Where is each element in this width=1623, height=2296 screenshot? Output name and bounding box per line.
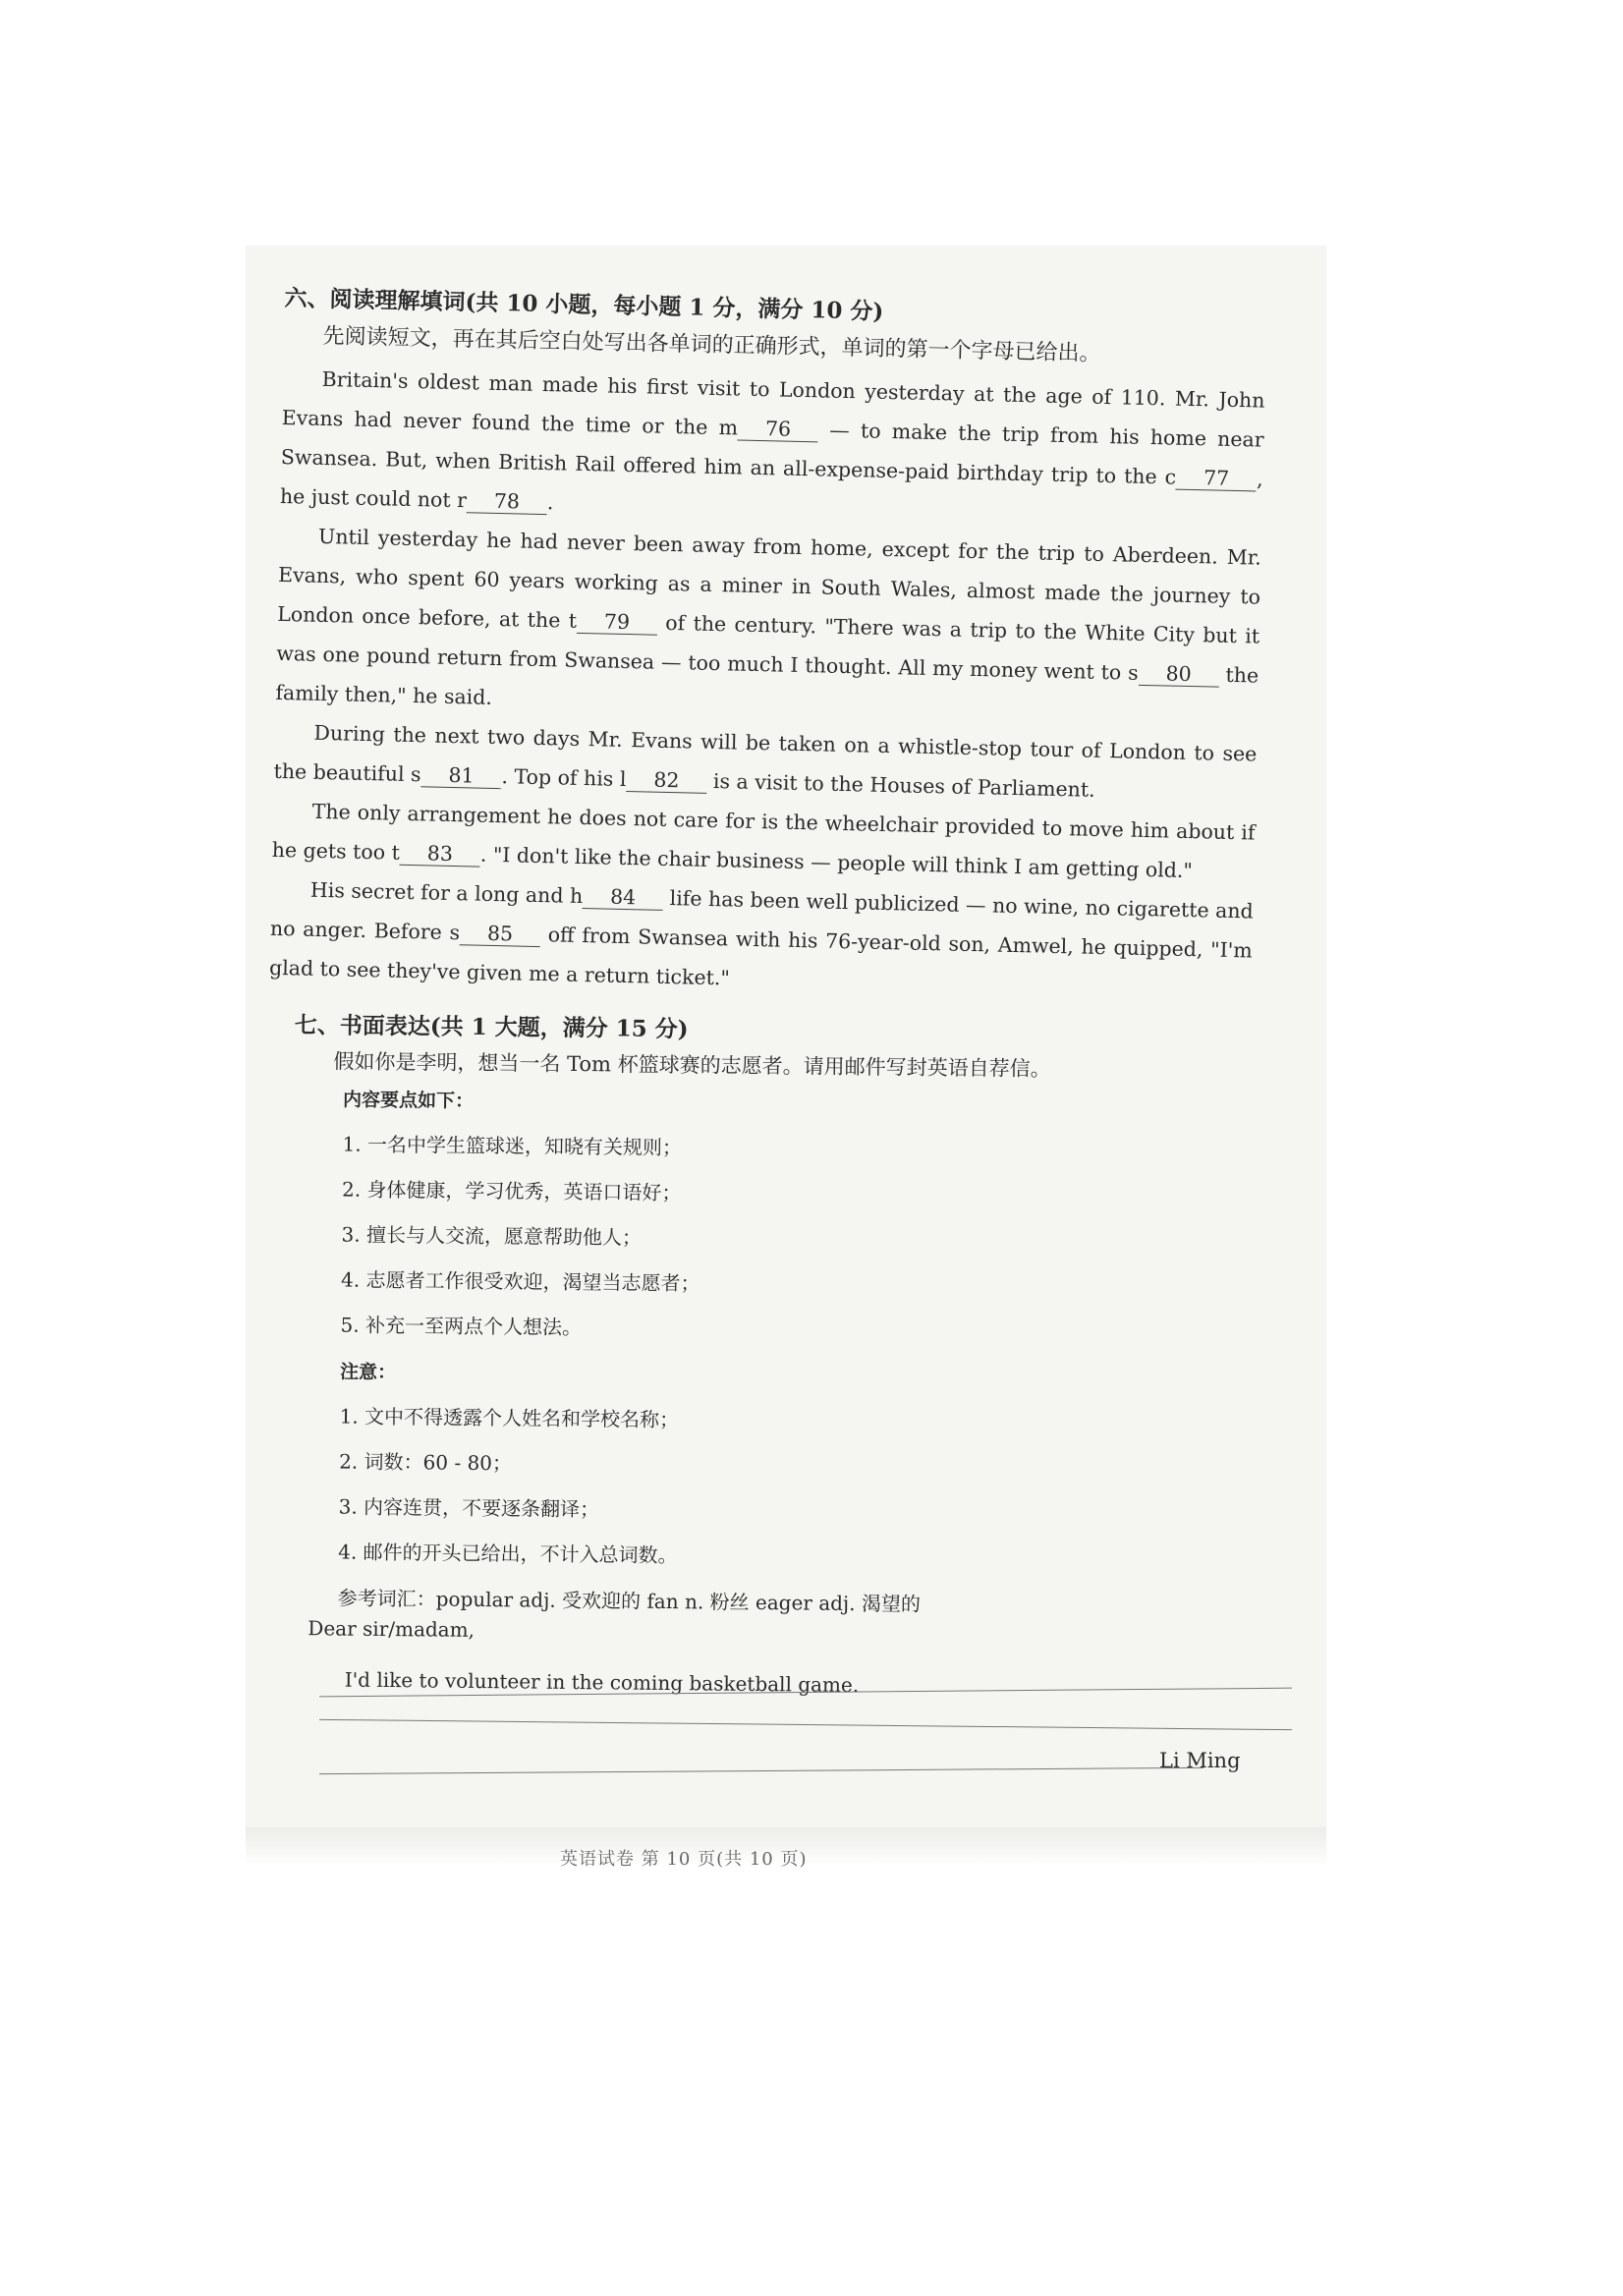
blank-85[interactable]: 85 — [460, 921, 541, 947]
section-seven — [288, 1007, 1258, 1701]
email-opening-line: I'd like to volunteer in the coming basketball game. — [344, 1667, 860, 1698]
email-salutation: Dear sir/madam, — [308, 1616, 476, 1642]
blank-83[interactable]: 83 — [400, 841, 481, 868]
note-item: 1. 文中不得透露个人姓名和学校名称； — [339, 1404, 680, 1432]
blank-78[interactable]: 78 — [467, 488, 548, 515]
paragraph-5 — [269, 869, 1254, 1010]
section-seven-heading: 七、书面表达(共 1 大题，满分 15 分) — [294, 1011, 689, 1043]
text: the family then," he said. — [275, 662, 1259, 709]
paragraph-2 — [275, 516, 1261, 735]
page-footer: 英语试卷 第 10 页(共 10 页) — [560, 1849, 808, 1870]
text: Until yesterday he had never been away from home, except for the trip to Aberdeen. Mr. Evans, who spent 60 years working as a miner in South Wales, almost made the journey to London once before, at the t — [277, 524, 1262, 633]
text: . Top of his l — [501, 764, 627, 792]
section-six — [269, 280, 1267, 1010]
blank-79[interactable]: 79 — [577, 609, 658, 636]
point-item: 3. 擅长与人交流，愿意帮助他人； — [341, 1222, 643, 1250]
text: Britain's oldest man made his first visit to London yesterday at the age of 110. Mr. John Evans had never found the time or the m — [281, 366, 1265, 440]
text: — to make the trip from his home near Swansea. But, when British Rail offered him an all-expense-paid birthday trip to the c — [280, 418, 1264, 489]
text: His secret for a long and h — [309, 877, 584, 909]
blank-84[interactable]: 84 — [583, 884, 664, 911]
text: The only arrangement he does not care for is the wheelchair provided to move him about if he gets too t — [271, 799, 1256, 865]
note-item: 2. 词数：60 - 80； — [339, 1449, 513, 1476]
reference-vocabulary: 参考词汇：popular adj. 受欢迎的 fan n. 粉丝 eager adj. 渴望的 — [337, 1586, 922, 1616]
blank-77[interactable]: 77 — [1176, 466, 1258, 492]
blank-82[interactable]: 82 — [626, 767, 707, 794]
note-item: 4. 邮件的开头已给出，不计入总词数。 — [338, 1540, 678, 1568]
section-six-heading: 六、阅读理解填词(共 10 小题，每小题 1 分，满分 10 分) — [284, 284, 884, 325]
text: off from Swansea with his 76-year-old son, Amwel, he quipped, "I'm glad to see they've given me a return ticket." — [268, 923, 1254, 990]
point-item: 4. 志愿者工作很受欢迎，渴望当志愿者； — [340, 1267, 700, 1296]
text: During the next two days Mr. Evans will be taken on a whistle-stop tour of London to see the beautiful s — [273, 720, 1258, 787]
text: . — [546, 490, 554, 515]
text: is a visit to the Houses of Parliament. — [706, 768, 1095, 802]
points-label: 内容要点如下： — [342, 1089, 475, 1112]
writing-task: 假如你是李明，想当一名 Tom 杯篮球赛的志愿者。请用邮件写封英语自荐信。 — [333, 1049, 1051, 1082]
text: , he just could not r — [279, 467, 1263, 513]
notes-label: 注意： — [339, 1361, 397, 1384]
blank-80[interactable]: 80 — [1138, 661, 1219, 688]
point-item: 2. 身体健康，学习优秀，英语口语好； — [341, 1177, 682, 1205]
point-item: 5. 补充一至两点个人想法。 — [340, 1313, 583, 1340]
text: life has been well publicized — no wine, no cigarette and no anger. Before s — [269, 885, 1254, 945]
text: . "I don't like the chair business — people will think I am getting old." — [479, 842, 1194, 883]
note-item: 3. 内容连贯，不要逐条翻译； — [338, 1494, 600, 1522]
blank-81[interactable]: 81 — [420, 762, 502, 789]
point-item: 1. 一名中学生篮球迷，知晓有关规则； — [342, 1132, 683, 1160]
text: of the century. "There was a trip to the White City but it was one pound return from Swansea — too much I thought. All my money went to s — [276, 610, 1260, 685]
signature: Li Ming — [1159, 1749, 1241, 1772]
section-six-instruction: 先阅读短文，再在其后空白处写出各单词的正确形式，单词的第一个字母已给出。 — [322, 323, 1101, 366]
paragraph-1 — [280, 359, 1265, 538]
blank-76[interactable]: 76 — [738, 417, 819, 443]
